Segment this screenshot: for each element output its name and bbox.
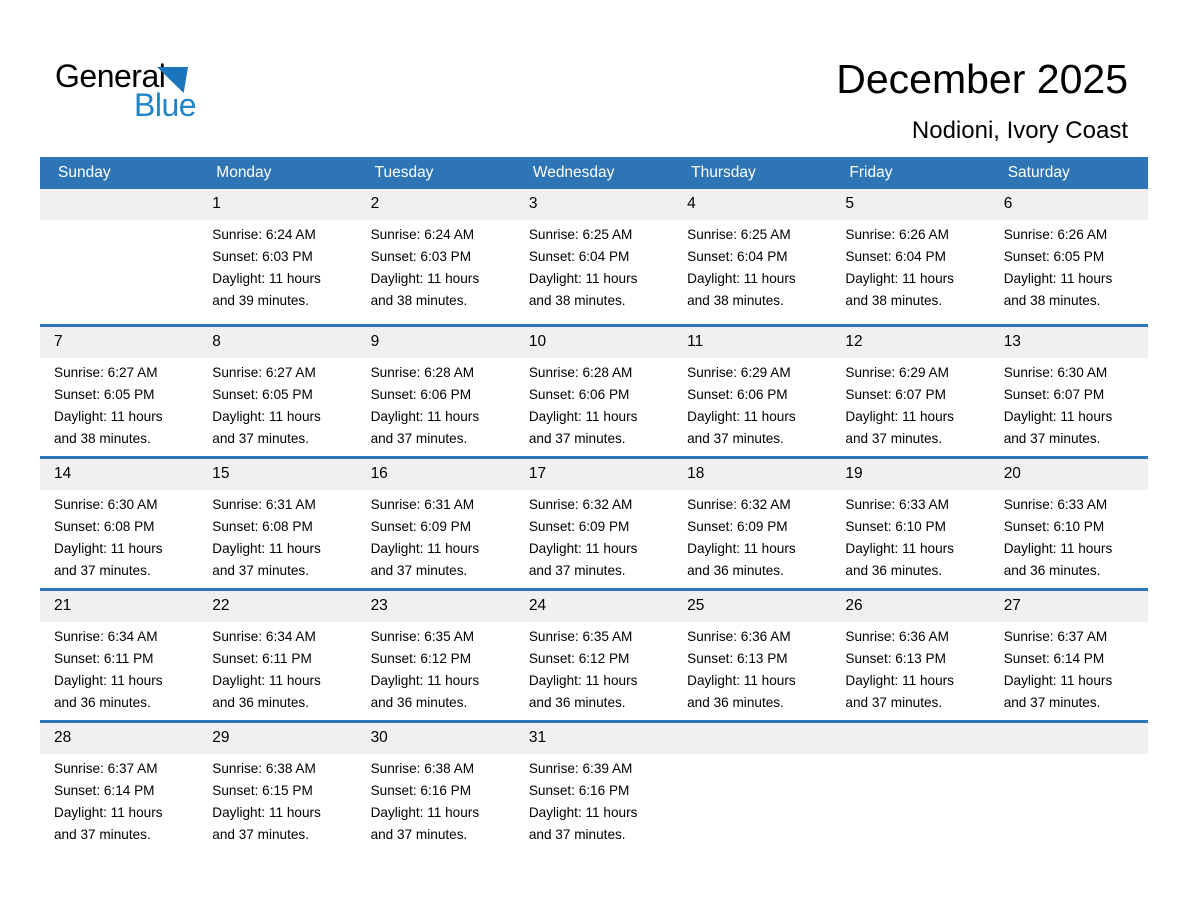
sunrise-text: Sunrise: 6:38 AM xyxy=(212,761,316,776)
daylight-hours-text: Daylight: 11 hours xyxy=(54,541,163,556)
empty-day-cell xyxy=(831,754,989,846)
day-cells-row xyxy=(40,490,1148,582)
day-number: 17 xyxy=(528,465,547,482)
daylight-minutes-text: and 36 minutes. xyxy=(54,695,151,710)
calendar-subtitle: Nodioni, Ivory Coast xyxy=(911,117,1128,144)
day-cells-row xyxy=(40,754,1148,846)
daylight-minutes-text: and 37 minutes. xyxy=(370,827,468,842)
sunset-text: Sunset: 6:03 PM xyxy=(212,249,313,264)
day-number: 21 xyxy=(54,597,72,614)
daylight-hours-text: Daylight: 11 hours xyxy=(687,541,796,556)
daylight-hours-text: Daylight: 11 hours xyxy=(370,541,480,556)
sunset-text: Sunset: 6:14 PM xyxy=(1003,651,1105,666)
day-number: 11 xyxy=(687,333,704,350)
daylight-hours-text: Daylight: 11 hours xyxy=(370,673,480,688)
sunrise-text: Sunrise: 6:27 AM xyxy=(212,365,316,380)
daylight-minutes-text: and 37 minutes. xyxy=(54,563,151,578)
day-number: 9 xyxy=(370,333,380,350)
weekday-header: Thursday xyxy=(691,164,756,181)
daylight-hours-text: Daylight: 11 hours xyxy=(1003,409,1113,424)
daylight-minutes-text: and 37 minutes. xyxy=(845,431,943,446)
day-number: 18 xyxy=(687,465,705,482)
daylight-minutes-text: and 37 minutes. xyxy=(687,431,784,446)
weekday-header: Sunday xyxy=(58,164,111,181)
sunset-text: Sunset: 6:06 PM xyxy=(370,387,472,402)
sunset-text: Sunset: 6:08 PM xyxy=(212,519,313,534)
weekday-header: Wednesday xyxy=(532,164,615,181)
sunset-text: Sunset: 6:12 PM xyxy=(528,651,630,666)
sunset-text: Sunset: 6:09 PM xyxy=(370,519,472,534)
daylight-minutes-text: and 38 minutes. xyxy=(370,293,468,308)
day-number: 30 xyxy=(370,729,388,746)
sunset-text: Sunset: 6:14 PM xyxy=(54,783,155,798)
daylight-minutes-text: and 38 minutes. xyxy=(528,293,626,308)
day-cell xyxy=(40,754,198,846)
daylight-minutes-text: and 37 minutes. xyxy=(528,563,626,578)
daylight-hours-text: Daylight: 11 hours xyxy=(1003,673,1113,688)
daylight-minutes-text: and 38 minutes. xyxy=(845,293,943,308)
daylight-hours-text: Daylight: 11 hours xyxy=(845,541,954,556)
daylight-hours-text: Daylight: 11 hours xyxy=(370,409,480,424)
day-number: 31 xyxy=(528,729,547,746)
weekday-header: Tuesday xyxy=(374,164,434,181)
daylight-hours-text: Daylight: 11 hours xyxy=(687,271,796,286)
day-cell xyxy=(515,622,673,714)
weekday-header: Friday xyxy=(849,164,893,181)
daylight-minutes-text: and 36 minutes. xyxy=(845,563,943,578)
day-cell xyxy=(831,490,989,582)
day-number xyxy=(990,723,1148,754)
sunset-text: Sunset: 6:04 PM xyxy=(687,249,788,264)
daylight-hours-text: Daylight: 11 hours xyxy=(212,673,321,688)
sunrise-text: Sunrise: 6:33 AM xyxy=(1003,497,1108,512)
daylight-hours-text: Daylight: 11 hours xyxy=(528,805,638,820)
daylight-minutes-text: and 36 minutes. xyxy=(370,695,468,710)
sunrise-text: Sunrise: 6:39 AM xyxy=(528,761,633,776)
sunrise-text: Sunrise: 6:37 AM xyxy=(1003,629,1108,644)
day-cell xyxy=(673,490,831,582)
day-number: 1 xyxy=(212,195,221,212)
day-cell xyxy=(673,220,831,312)
day-cell xyxy=(357,220,515,312)
sunrise-text: Sunrise: 6:35 AM xyxy=(370,629,475,644)
day-number: 27 xyxy=(1003,597,1021,614)
daylight-minutes-text: and 36 minutes. xyxy=(687,695,784,710)
sunrise-text: Sunrise: 6:27 AM xyxy=(54,365,158,380)
sunset-text: Sunset: 6:07 PM xyxy=(845,387,946,402)
week-row xyxy=(40,189,1148,324)
day-number: 29 xyxy=(212,729,230,746)
sunset-text: Sunset: 6:04 PM xyxy=(528,249,630,264)
sunset-text: Sunset: 6:03 PM xyxy=(370,249,472,264)
day-number: 13 xyxy=(1003,333,1021,350)
daylight-hours-text: Daylight: 11 hours xyxy=(370,805,480,820)
day-number: 23 xyxy=(370,597,388,614)
daylight-hours-text: Daylight: 11 hours xyxy=(528,409,638,424)
day-number: 25 xyxy=(687,597,705,614)
day-number-band xyxy=(40,459,1148,490)
daylight-minutes-text: and 37 minutes. xyxy=(845,695,943,710)
sunrise-text: Sunrise: 6:28 AM xyxy=(528,365,633,380)
day-number-band xyxy=(40,591,1148,622)
sunrise-text: Sunrise: 6:36 AM xyxy=(687,629,791,644)
day-cell xyxy=(198,358,356,450)
sunrise-text: Sunrise: 6:37 AM xyxy=(54,761,158,776)
day-cells-row xyxy=(40,358,1148,450)
daylight-minutes-text: and 37 minutes. xyxy=(528,827,626,842)
day-number xyxy=(673,723,831,754)
day-cell xyxy=(198,754,356,846)
sunset-text: Sunset: 6:09 PM xyxy=(687,519,788,534)
daylight-hours-text: Daylight: 11 hours xyxy=(687,673,796,688)
sunrise-text: Sunrise: 6:25 AM xyxy=(528,227,633,242)
day-cell xyxy=(515,490,673,582)
day-cell xyxy=(990,622,1148,714)
sunrise-text: Sunrise: 6:30 AM xyxy=(1003,365,1108,380)
daylight-minutes-text: and 36 minutes. xyxy=(1003,563,1101,578)
sunrise-text: Sunrise: 6:32 AM xyxy=(528,497,633,512)
sunset-text: Sunset: 6:06 PM xyxy=(528,387,630,402)
sunset-text: Sunset: 6:12 PM xyxy=(370,651,472,666)
daylight-minutes-text: and 37 minutes. xyxy=(370,563,468,578)
sunrise-text: Sunrise: 6:26 AM xyxy=(845,227,949,242)
day-number xyxy=(40,189,198,220)
daylight-minutes-text: and 37 minutes. xyxy=(1003,431,1101,446)
day-number: 15 xyxy=(212,465,230,482)
daylight-minutes-text: and 37 minutes. xyxy=(528,431,626,446)
sunrise-text: Sunrise: 6:26 AM xyxy=(1003,227,1108,242)
sunset-text: Sunset: 6:15 PM xyxy=(212,783,313,798)
day-cell xyxy=(198,490,356,582)
day-cell xyxy=(357,358,515,450)
daylight-hours-text: Daylight: 11 hours xyxy=(212,805,321,820)
daylight-hours-text: Daylight: 11 hours xyxy=(54,805,163,820)
logo-general-text: General xyxy=(55,58,166,94)
sunrise-text: Sunrise: 6:30 AM xyxy=(54,497,158,512)
daylight-minutes-text: and 38 minutes. xyxy=(54,431,151,446)
daylight-hours-text: Daylight: 11 hours xyxy=(212,409,321,424)
week-row xyxy=(40,324,1148,456)
daylight-minutes-text: and 38 minutes. xyxy=(1003,293,1101,308)
day-number: 28 xyxy=(54,729,72,746)
day-cell xyxy=(990,490,1148,582)
sunrise-text: Sunrise: 6:34 AM xyxy=(212,629,316,644)
day-cell xyxy=(357,754,515,846)
sunrise-text: Sunrise: 6:29 AM xyxy=(687,365,791,380)
calendar-title: December 2025 xyxy=(836,56,1128,102)
daylight-minutes-text: and 37 minutes. xyxy=(212,827,310,842)
sunset-text: Sunset: 6:05 PM xyxy=(54,387,155,402)
daylight-hours-text: Daylight: 11 hours xyxy=(528,673,638,688)
day-number: 12 xyxy=(845,333,863,350)
empty-day-cell xyxy=(40,220,198,312)
sunrise-text: Sunrise: 6:25 AM xyxy=(687,227,791,242)
week-row xyxy=(40,588,1148,720)
sunset-text: Sunset: 6:16 PM xyxy=(528,783,630,798)
day-number-band xyxy=(40,327,1148,358)
day-cell xyxy=(831,622,989,714)
day-cell xyxy=(990,358,1148,450)
daylight-hours-text: Daylight: 11 hours xyxy=(54,409,163,424)
daylight-hours-text: Daylight: 11 hours xyxy=(54,673,163,688)
week-row xyxy=(40,456,1148,588)
sunset-text: Sunset: 6:09 PM xyxy=(528,519,630,534)
day-cell xyxy=(515,220,673,312)
sunrise-text: Sunrise: 6:32 AM xyxy=(687,497,791,512)
day-cell xyxy=(40,490,198,582)
sunrise-text: Sunrise: 6:38 AM xyxy=(370,761,475,776)
sunset-text: Sunset: 6:10 PM xyxy=(845,519,946,534)
sunset-text: Sunset: 6:11 PM xyxy=(54,651,154,666)
day-cell xyxy=(673,622,831,714)
day-number: 8 xyxy=(212,333,221,350)
day-number: 20 xyxy=(1003,465,1021,482)
sunset-text: Sunset: 6:05 PM xyxy=(1003,249,1105,264)
empty-day-cell xyxy=(990,754,1148,846)
sunset-text: Sunset: 6:13 PM xyxy=(845,651,946,666)
sunrise-text: Sunrise: 6:31 AM xyxy=(370,497,475,512)
daylight-minutes-text: and 36 minutes. xyxy=(687,563,784,578)
sunrise-text: Sunrise: 6:29 AM xyxy=(845,365,949,380)
day-number: 6 xyxy=(1003,195,1013,212)
day-cells-row xyxy=(40,622,1148,714)
day-cell xyxy=(40,358,198,450)
daylight-hours-text: Daylight: 11 hours xyxy=(1003,271,1113,286)
sunset-text: Sunset: 6:13 PM xyxy=(687,651,788,666)
day-cell xyxy=(357,490,515,582)
day-cell xyxy=(515,358,673,450)
day-cell xyxy=(831,358,989,450)
daylight-minutes-text: and 37 minutes. xyxy=(212,563,310,578)
day-cell xyxy=(198,622,356,714)
sunset-text: Sunset: 6:10 PM xyxy=(1003,519,1105,534)
daylight-hours-text: Daylight: 11 hours xyxy=(1003,541,1113,556)
week-row xyxy=(40,720,1148,852)
sunset-text: Sunset: 6:08 PM xyxy=(54,519,155,534)
sunset-text: Sunset: 6:07 PM xyxy=(1003,387,1105,402)
daylight-hours-text: Daylight: 11 hours xyxy=(212,271,321,286)
daylight-minutes-text: and 37 minutes. xyxy=(54,827,151,842)
sunset-text: Sunset: 6:16 PM xyxy=(370,783,472,798)
day-cells-row xyxy=(40,220,1148,312)
day-number: 7 xyxy=(54,333,63,350)
day-number: 26 xyxy=(845,597,863,614)
day-cell xyxy=(831,220,989,312)
day-number: 22 xyxy=(212,597,230,614)
daylight-minutes-text: and 36 minutes. xyxy=(212,695,310,710)
day-cell xyxy=(198,220,356,312)
sunset-text: Sunset: 6:06 PM xyxy=(687,387,788,402)
sunrise-text: Sunrise: 6:31 AM xyxy=(212,497,316,512)
sunset-text: Sunset: 6:05 PM xyxy=(212,387,313,402)
general-blue-logo xyxy=(55,58,255,138)
daylight-minutes-text: and 39 minutes. xyxy=(212,293,310,308)
sunrise-text: Sunrise: 6:33 AM xyxy=(845,497,949,512)
day-number: 10 xyxy=(528,333,547,350)
day-cell xyxy=(515,754,673,846)
weekday-header: Monday xyxy=(216,164,272,181)
daylight-hours-text: Daylight: 11 hours xyxy=(687,409,796,424)
sunset-text: Sunset: 6:11 PM xyxy=(212,651,312,666)
daylight-minutes-text: and 36 minutes. xyxy=(528,695,626,710)
day-number: 3 xyxy=(528,195,538,212)
calendar-table xyxy=(40,157,1148,852)
day-number: 24 xyxy=(528,597,547,614)
day-number-band xyxy=(40,723,1148,754)
daylight-hours-text: Daylight: 11 hours xyxy=(212,541,321,556)
daylight-hours-text: Daylight: 11 hours xyxy=(370,271,480,286)
daylight-hours-text: Daylight: 11 hours xyxy=(845,409,954,424)
daylight-hours-text: Daylight: 11 hours xyxy=(528,541,638,556)
day-number: 4 xyxy=(687,195,696,212)
day-number: 16 xyxy=(370,465,388,482)
day-cell xyxy=(357,622,515,714)
day-cell xyxy=(40,622,198,714)
empty-day-cell xyxy=(673,754,831,846)
weekday-header-row xyxy=(40,157,1148,189)
day-number-band xyxy=(40,189,1148,220)
day-number: 19 xyxy=(845,465,863,482)
sunrise-text: Sunrise: 6:28 AM xyxy=(370,365,475,380)
logo-blue-text: Blue xyxy=(134,87,197,123)
day-number: 5 xyxy=(845,195,855,212)
daylight-minutes-text: and 37 minutes. xyxy=(1003,695,1101,710)
sunrise-text: Sunrise: 6:24 AM xyxy=(212,227,316,242)
sunrise-text: Sunrise: 6:35 AM xyxy=(528,629,633,644)
day-number xyxy=(831,723,989,754)
sunrise-text: Sunrise: 6:34 AM xyxy=(54,629,158,644)
daylight-hours-text: Daylight: 11 hours xyxy=(528,271,638,286)
sunrise-text: Sunrise: 6:24 AM xyxy=(370,227,475,242)
day-cell xyxy=(673,358,831,450)
daylight-minutes-text: and 37 minutes. xyxy=(212,431,310,446)
weeks-container xyxy=(40,189,1148,852)
day-number: 14 xyxy=(54,465,72,482)
daylight-minutes-text: and 37 minutes. xyxy=(370,431,468,446)
sunset-text: Sunset: 6:04 PM xyxy=(845,249,946,264)
daylight-minutes-text: and 38 minutes. xyxy=(687,293,784,308)
daylight-hours-text: Daylight: 11 hours xyxy=(845,673,954,688)
day-number: 2 xyxy=(370,195,380,212)
daylight-hours-text: Daylight: 11 hours xyxy=(845,271,954,286)
day-cell xyxy=(990,220,1148,312)
weekday-header: Saturday xyxy=(1007,164,1070,181)
sunrise-text: Sunrise: 6:36 AM xyxy=(845,629,949,644)
